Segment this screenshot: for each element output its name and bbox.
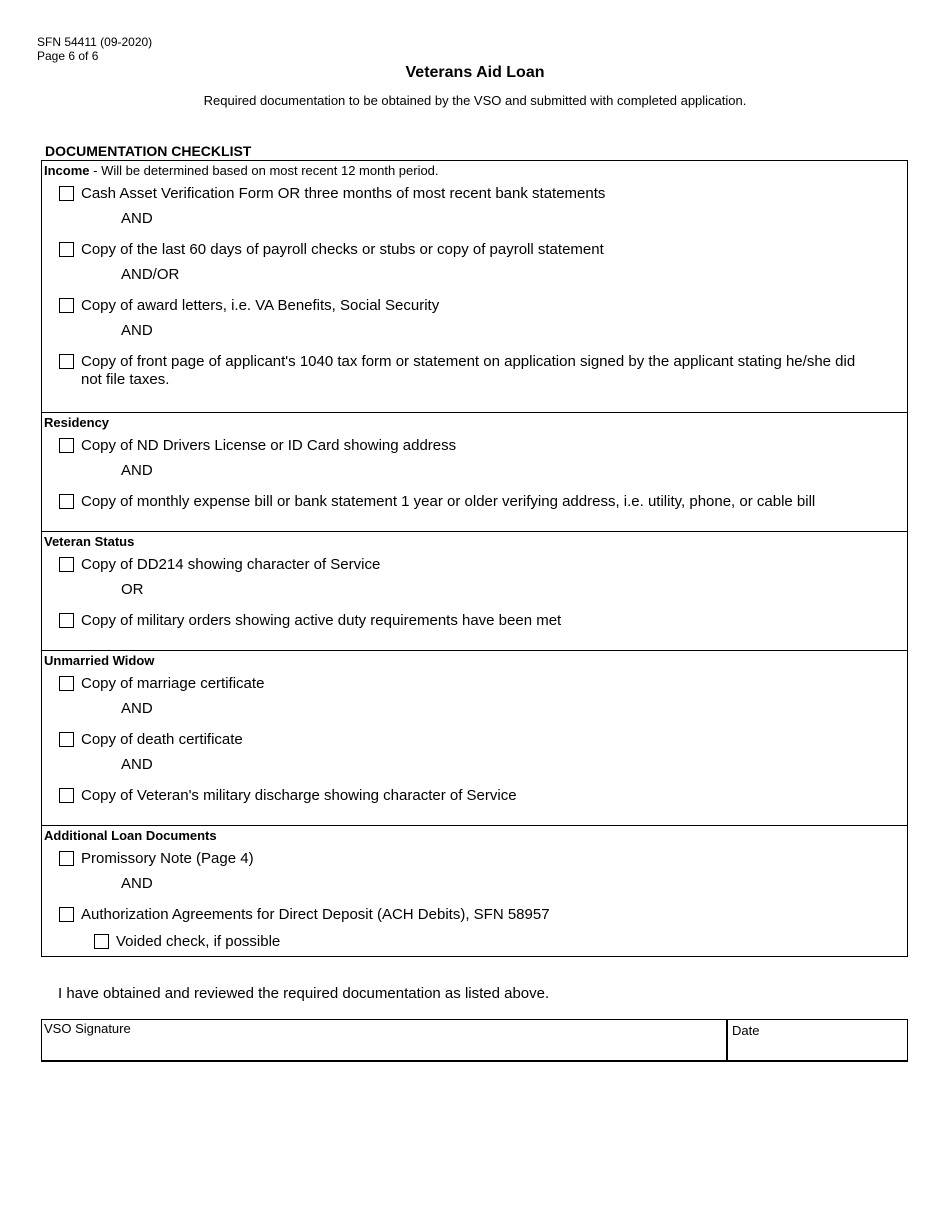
item-label: Copy of front page of applicant's 1040 tax form or statement on application signed by the applicant stating he/she did not file taxes. [81, 353, 856, 388]
checkbox-voided-check[interactable] [94, 934, 109, 949]
checklist-item-payroll [59, 241, 871, 259]
section-title-income [44, 163, 439, 178]
item-label: Copy of DD214 showing character of Service [81, 556, 381, 573]
section-title-veteran-status-label: Veteran Status [44, 534, 135, 549]
certification-statement: I have obtained and reviewed the required documentation as listed above. [58, 985, 550, 1002]
checklist-item-military-orders [59, 612, 871, 630]
checklist-item-dd214 [59, 556, 871, 574]
conjunction-label: AND/OR [121, 266, 180, 283]
checkbox-award-letters[interactable] [59, 298, 74, 313]
checkbox-cash-asset[interactable] [59, 186, 74, 201]
section-note-income: - Will be determined based on most recent 12 month period. [89, 163, 439, 178]
section-title-veteran-status [44, 534, 134, 549]
checklist-title: DOCUMENTATION CHECKLIST [45, 143, 252, 159]
form-number [37, 35, 152, 63]
section-title-additional-loan-documents [44, 828, 217, 843]
section-title-residency [44, 415, 109, 430]
section-veteran-status [42, 531, 907, 650]
checkbox-direct-deposit[interactable] [59, 907, 74, 922]
checkbox-dd214[interactable] [59, 557, 74, 572]
item-label: Copy of the last 60 days of payroll checks or stubs or copy of payroll statement [81, 241, 604, 258]
signature-table [41, 1019, 908, 1062]
section-title-unmarried-widow [44, 653, 154, 668]
item-label: Authorization Agreements for Direct Deposit (ACH Debits), SFN 58957 [81, 906, 550, 923]
page-title: Veterans Aid Loan [405, 64, 545, 81]
conjunction-label: AND [121, 756, 153, 773]
checklist-item-tax-form [59, 353, 871, 389]
section-title-additional-loan-documents-label: Additional Loan Documents [44, 828, 217, 843]
checkbox-death-certificate[interactable] [59, 732, 74, 747]
item-label: Copy of marriage certificate [81, 675, 265, 692]
checklist-item-award-letters [59, 297, 871, 315]
conjunction-label: OR [121, 581, 144, 598]
section-unmarried-widow [42, 650, 907, 825]
checklist-item-drivers-license [59, 437, 871, 455]
checklist-item-direct-deposit [59, 906, 871, 924]
item-label: Copy of award letters, i.e. VA Benefits, Social Security [81, 297, 440, 314]
form-number-text: SFN 54411 (09-2020) [37, 35, 153, 49]
section-income [42, 161, 907, 412]
item-label: Copy of ND Drivers License or ID Card showing address [81, 437, 457, 454]
section-title-income-label: Income [44, 163, 90, 178]
section-additional-loan-documents [42, 825, 907, 956]
conjunction-label: AND [121, 462, 153, 479]
documentation-checklist [41, 160, 908, 957]
date-field[interactable] [726, 1020, 907, 1061]
checkbox-drivers-license[interactable] [59, 438, 74, 453]
checkbox-tax-form[interactable] [59, 354, 74, 369]
checklist-item-marriage-certificate [59, 675, 871, 693]
checkbox-payroll[interactable] [59, 242, 74, 257]
item-label: Copy of Veteran's military discharge showing character of Service [81, 787, 517, 804]
conjunction-label: AND [121, 875, 153, 892]
item-label: Copy of military orders showing active duty requirements have been met [81, 612, 562, 629]
section-title-unmarried-widow-label: Unmarried Widow [44, 653, 155, 668]
section-residency [42, 412, 907, 531]
vso-signature-label: VSO Signature [44, 1021, 131, 1036]
checklist-item-cash-asset [59, 185, 871, 203]
conjunction-label: AND [121, 322, 153, 339]
item-label: Copy of monthly expense bill or bank statement 1 year or older verifying address, i.e. utility, phone, or cable bill [81, 493, 816, 510]
item-label: Cash Asset Verification Form OR three months of most recent bank statements [81, 185, 606, 202]
date-label: Date [732, 1023, 760, 1038]
conjunction-label: AND [121, 210, 153, 227]
checkbox-expense-bill[interactable] [59, 494, 74, 509]
checklist-item-military-discharge [59, 787, 871, 805]
page-indicator: Page 6 of 6 [37, 49, 99, 63]
checklist-item-expense-bill [59, 493, 871, 511]
checkbox-promissory-note[interactable] [59, 851, 74, 866]
item-label: Promissory Note (Page 4) [81, 850, 254, 867]
item-label: Voided check, if possible [116, 933, 281, 950]
conjunction-label: AND [121, 700, 153, 717]
item-label: Copy of death certificate [81, 731, 243, 748]
checklist-item-promissory-note [59, 850, 871, 868]
checkbox-military-discharge[interactable] [59, 788, 74, 803]
checkbox-military-orders[interactable] [59, 613, 74, 628]
page-subtitle: Required documentation to be obtained by the VSO and submitted with completed application. [203, 93, 747, 108]
checklist-item-death-certificate [59, 731, 871, 749]
vso-signature-field[interactable] [42, 1020, 726, 1061]
checklist-item-voided-check [94, 933, 906, 951]
checkbox-marriage-certificate[interactable] [59, 676, 74, 691]
section-title-residency-label: Residency [44, 415, 110, 430]
